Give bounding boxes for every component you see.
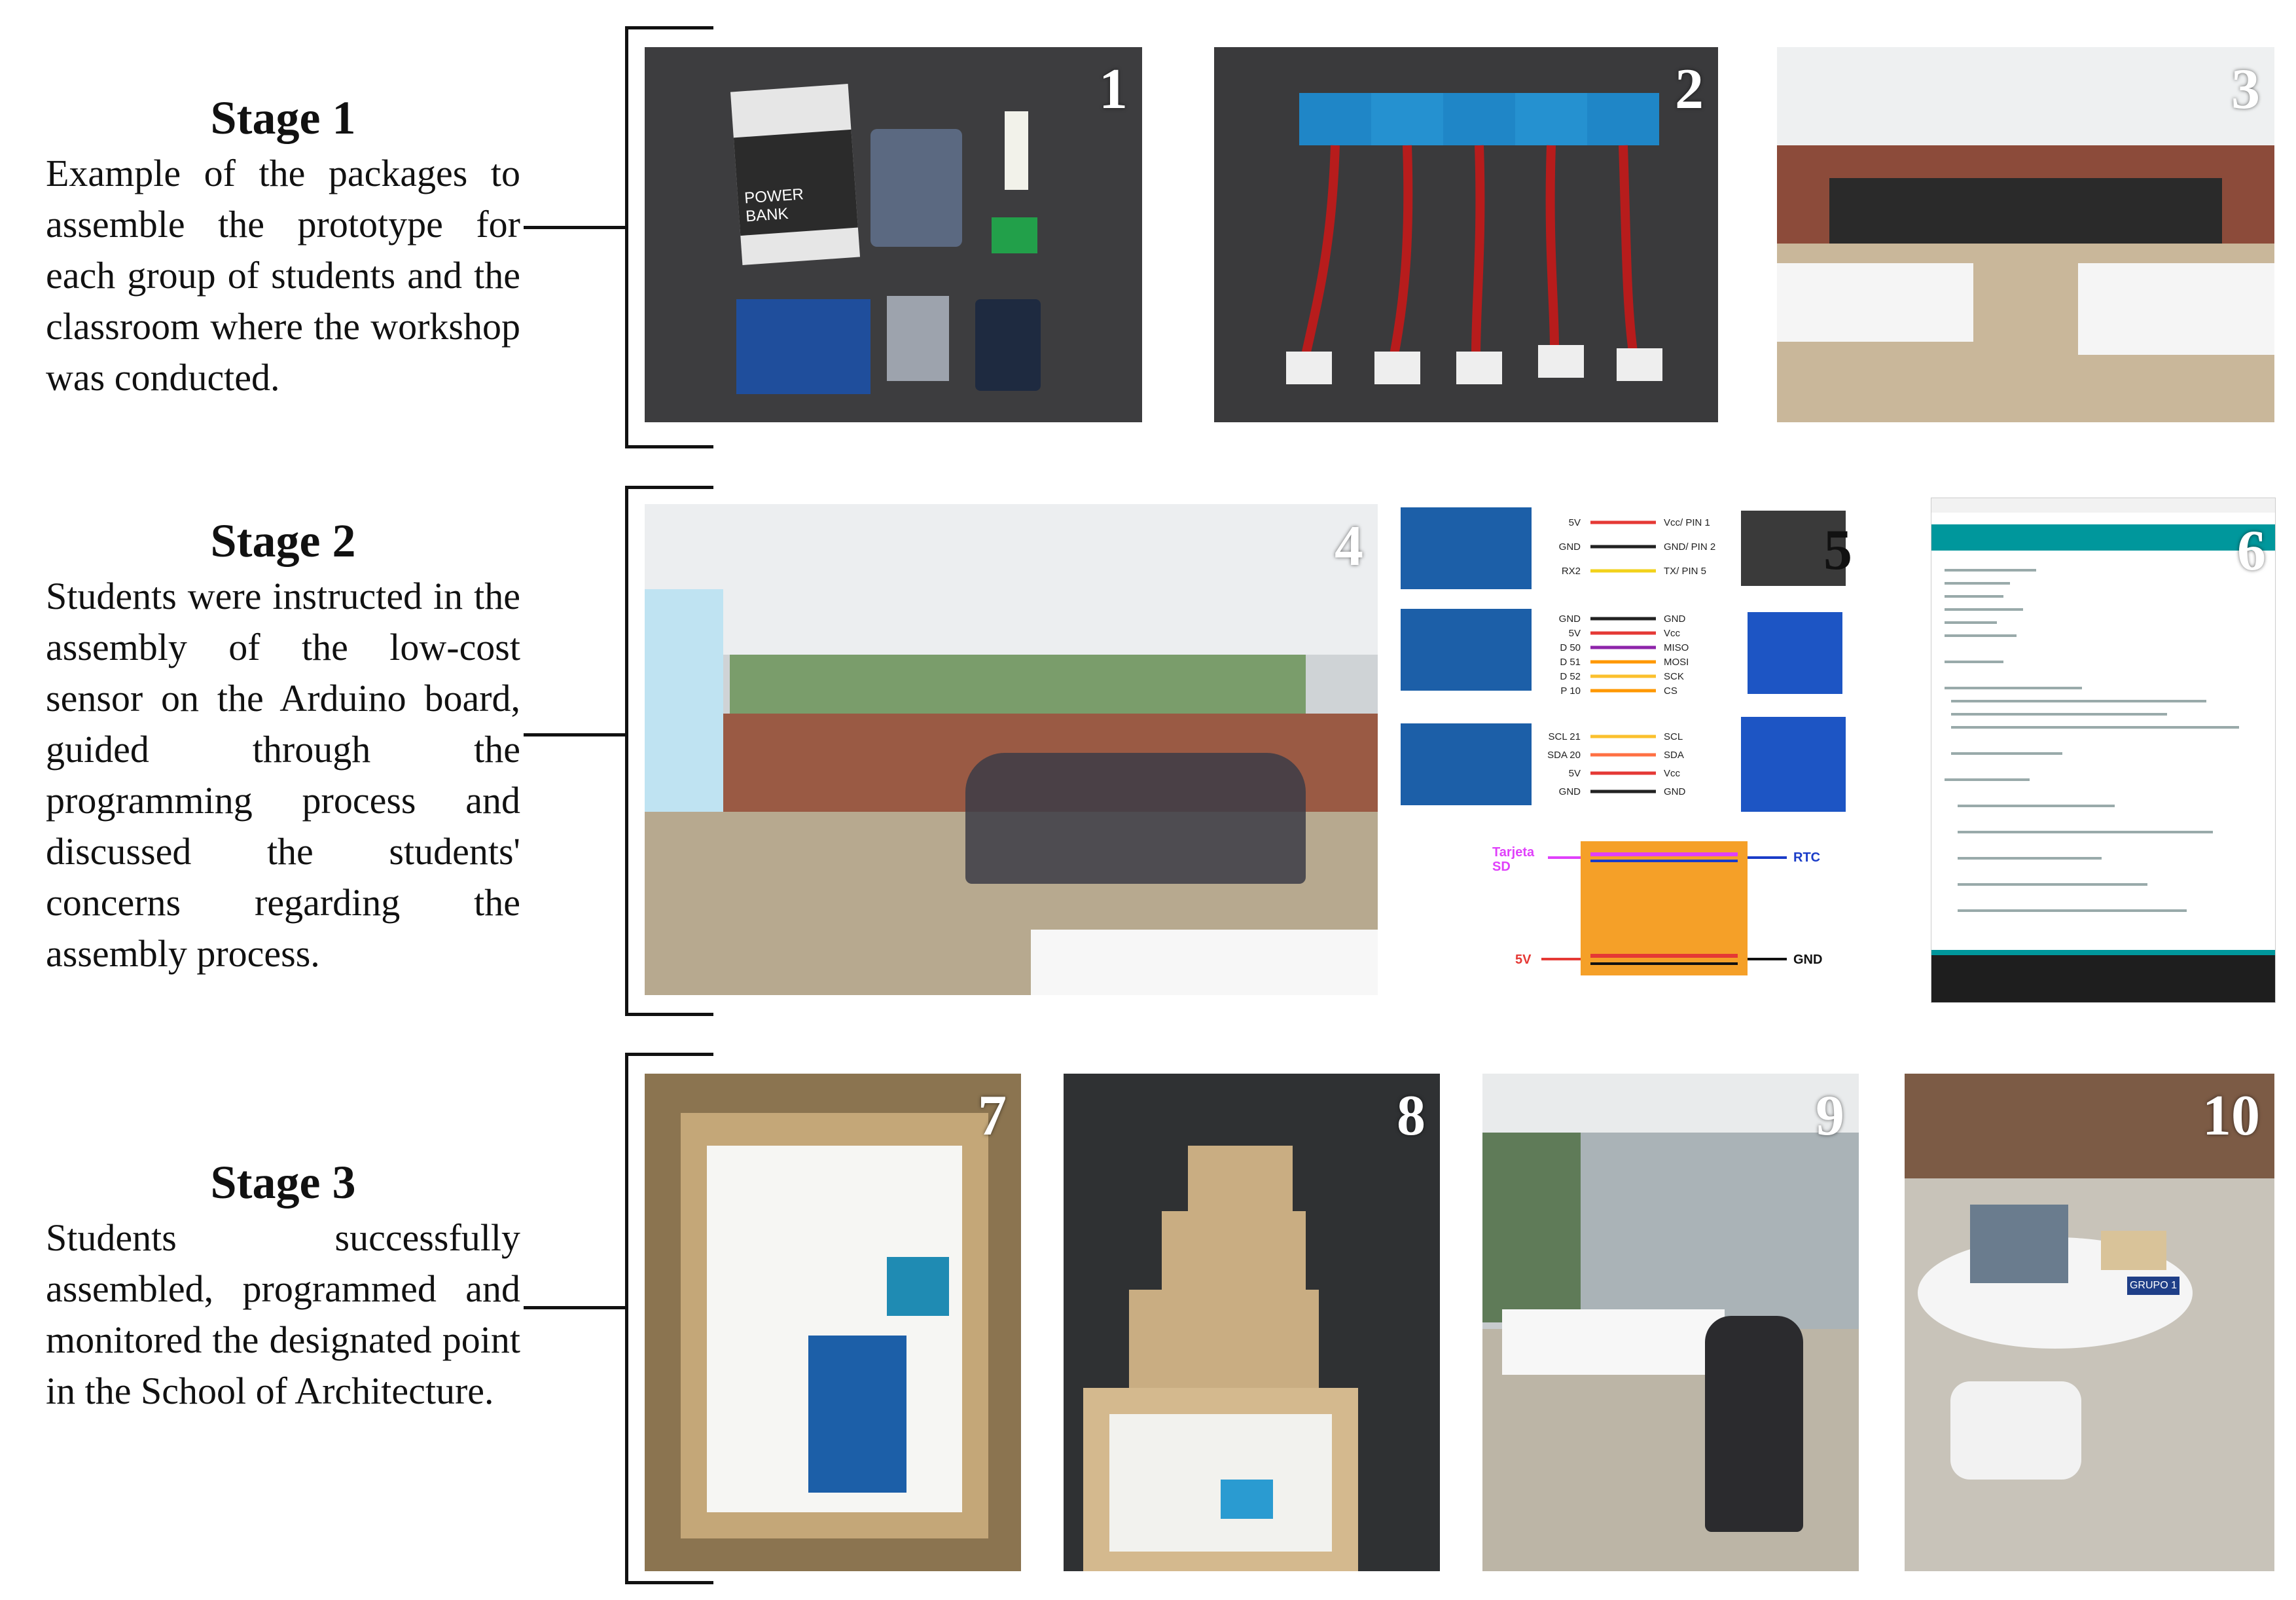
blinds [1581,1133,1859,1329]
arduino-board-2 [1401,609,1532,691]
wire-label-board-2-5: D 52 [1560,671,1581,682]
stage-1-connector [524,226,628,229]
panel-2-sensors-photo [1214,47,1718,422]
panel-6-number: 6 [2237,519,2266,583]
panel-1-number: 1 [1099,58,1128,121]
label-rtc: RTC [1793,850,1821,865]
ceiling [1777,47,2274,145]
laptop [1970,1205,2068,1283]
wire-label-board-1-3: RX2 [1561,566,1581,577]
window-trees [1482,1133,1581,1322]
wire-label-board-3-4: GND [1558,786,1581,797]
arduino-box [736,299,870,394]
stage-1-description: Example of the packages to assemble the prototype for each group of students and the classroom where the workshop was conducted. [46,152,520,399]
wire-label-board-2-4: D 51 [1560,657,1581,668]
panel-8-number: 8 [1397,1084,1426,1148]
wire-label-board-3-3: 5V [1568,768,1581,779]
wire-label-board-3-2: SDA 20 [1547,750,1581,761]
sensor-module [887,1257,949,1316]
wire-label-board-3-1: SCL 21 [1548,731,1581,742]
arduino-board-3 [1401,723,1532,805]
wire-label-board-2-6: P 10 [1560,685,1581,697]
panel-3-number: 3 [2231,58,2260,121]
stage-1-text [46,92,520,403]
sensor-5 [1587,93,1662,381]
terminal-block [1005,111,1028,190]
panel-7-number: 7 [978,1084,1007,1148]
wire-label-module-1-2: GND/ PIN 2 [1664,541,1716,553]
panel-5-number: 5 [1823,518,1852,582]
wire-label-board-1-1: 5V [1568,517,1581,528]
panel-2-number: 2 [1675,58,1704,121]
panel-8-boxes-row-photo [1064,1074,1440,1571]
wire-label-module-3-1: SCL [1664,731,1683,742]
wire-label-module-2-3: MISO [1664,642,1689,653]
box-b [1162,1211,1306,1303]
mini-breadboard [992,217,1037,253]
sd-card-module [1748,612,1842,694]
white-chair [1950,1381,2081,1480]
sensor-box [2101,1231,2166,1270]
wire-label-board-1-2: GND [1558,541,1581,553]
wire-label-module-3-4: GND [1664,786,1686,797]
wire-label-module-1-3: TX/ PIN 5 [1664,566,1707,577]
wire-label-board-2-3: D 50 [1560,642,1581,653]
stage-2-connector [524,733,628,736]
wire-label-module-2-5: SCK [1664,671,1684,682]
rtc-module [1741,717,1846,812]
wire-label-board-2-2: 5V [1568,628,1581,639]
group-label: GRUPO 1 [2127,1277,2179,1295]
students-group [965,753,1306,884]
right-desks [2078,263,2274,355]
sensor-2 [1371,93,1443,384]
white-table [1031,930,1378,995]
wire-label-module-3-2: SDA [1664,750,1684,761]
wire-label-board-2-1: GND [1558,613,1581,625]
wire-label-module-1-1: Vcc/ PIN 1 [1664,517,1710,528]
panel-10-number: 10 [2202,1084,2260,1148]
stage-3-description: Students successfully assembled, programmed and monitored the designated point in the School of Architecture. [46,1216,520,1412]
shelving [1829,178,2222,244]
stage-3-connector [524,1306,628,1309]
sensor-cables-illustration [1214,47,1718,422]
panel-1-packages-photo [645,47,1142,422]
wire-label-module-3-3: Vcc [1664,768,1681,779]
stage-3-title: Stage 3 [210,1156,356,1209]
sensor-bag [870,129,962,247]
ide-console [1931,950,2275,1003]
label-tarjeta-sd-line2: SD [1492,860,1511,874]
wire-label-module-2-2: Vcc [1664,628,1681,639]
panel-7-assembled-box-photo [645,1074,1021,1571]
panel-5-wiring-diagram [1394,498,1911,995]
wire-label-module-2-1: GND [1664,613,1686,625]
code-lines [1931,557,2275,924]
module-bag [887,296,949,381]
power-bank-box [730,84,860,265]
panel-6-arduino-ide-screenshot [1931,498,2276,1003]
ceiling [645,504,1378,655]
ide-title-bar [1931,498,2275,513]
floor [1905,1178,2274,1571]
cable-bag [975,299,1041,391]
left-desks [1777,263,1973,342]
label-gnd: GND [1793,953,1823,967]
stage-2-description: Students were instructed in the assembly of the low-cost sensor on the Arduino board, guided through the programming process and discussed the students' concerns regarding the assembly process. [46,575,520,975]
ide-toolbar [1931,524,2275,551]
sensor-3 [1443,93,1515,384]
stage-3-text [46,1156,520,1417]
panel-3-classroom-photo [1777,47,2274,422]
ceiling [1482,1074,1859,1133]
label-5v: 5V [1515,953,1532,967]
person-in-chair [1705,1316,1803,1532]
box-d-sensor [1221,1480,1273,1519]
sensor-1 [1286,93,1371,384]
wire-rows [1547,517,1715,797]
panel-9-office-photo [1482,1074,1859,1571]
stage-1-title: Stage 1 [210,92,356,144]
projection-screen [645,589,723,838]
arduino-board [808,1336,906,1493]
arduino-board-1 [1401,507,1532,589]
desk [1502,1309,1725,1375]
panel-4-number: 4 [1335,515,1363,578]
stage-2-title: Stage 2 [210,515,356,567]
windows [730,655,1306,714]
wire-label-module-2-4: MOSI [1664,657,1689,668]
stage-2-text [46,515,520,979]
panel-9-number: 9 [1816,1084,1844,1148]
wire-label-module-2-6: CS [1664,685,1677,697]
panel-10-monitoring-point-photo [1905,1074,2274,1571]
power-bank-box-label: POWER BANK [744,185,804,226]
panel-4-workshop-photo [645,504,1378,995]
label-tarjeta-sd-line1: Tarjeta [1492,845,1535,860]
sensor-4 [1515,93,1587,378]
